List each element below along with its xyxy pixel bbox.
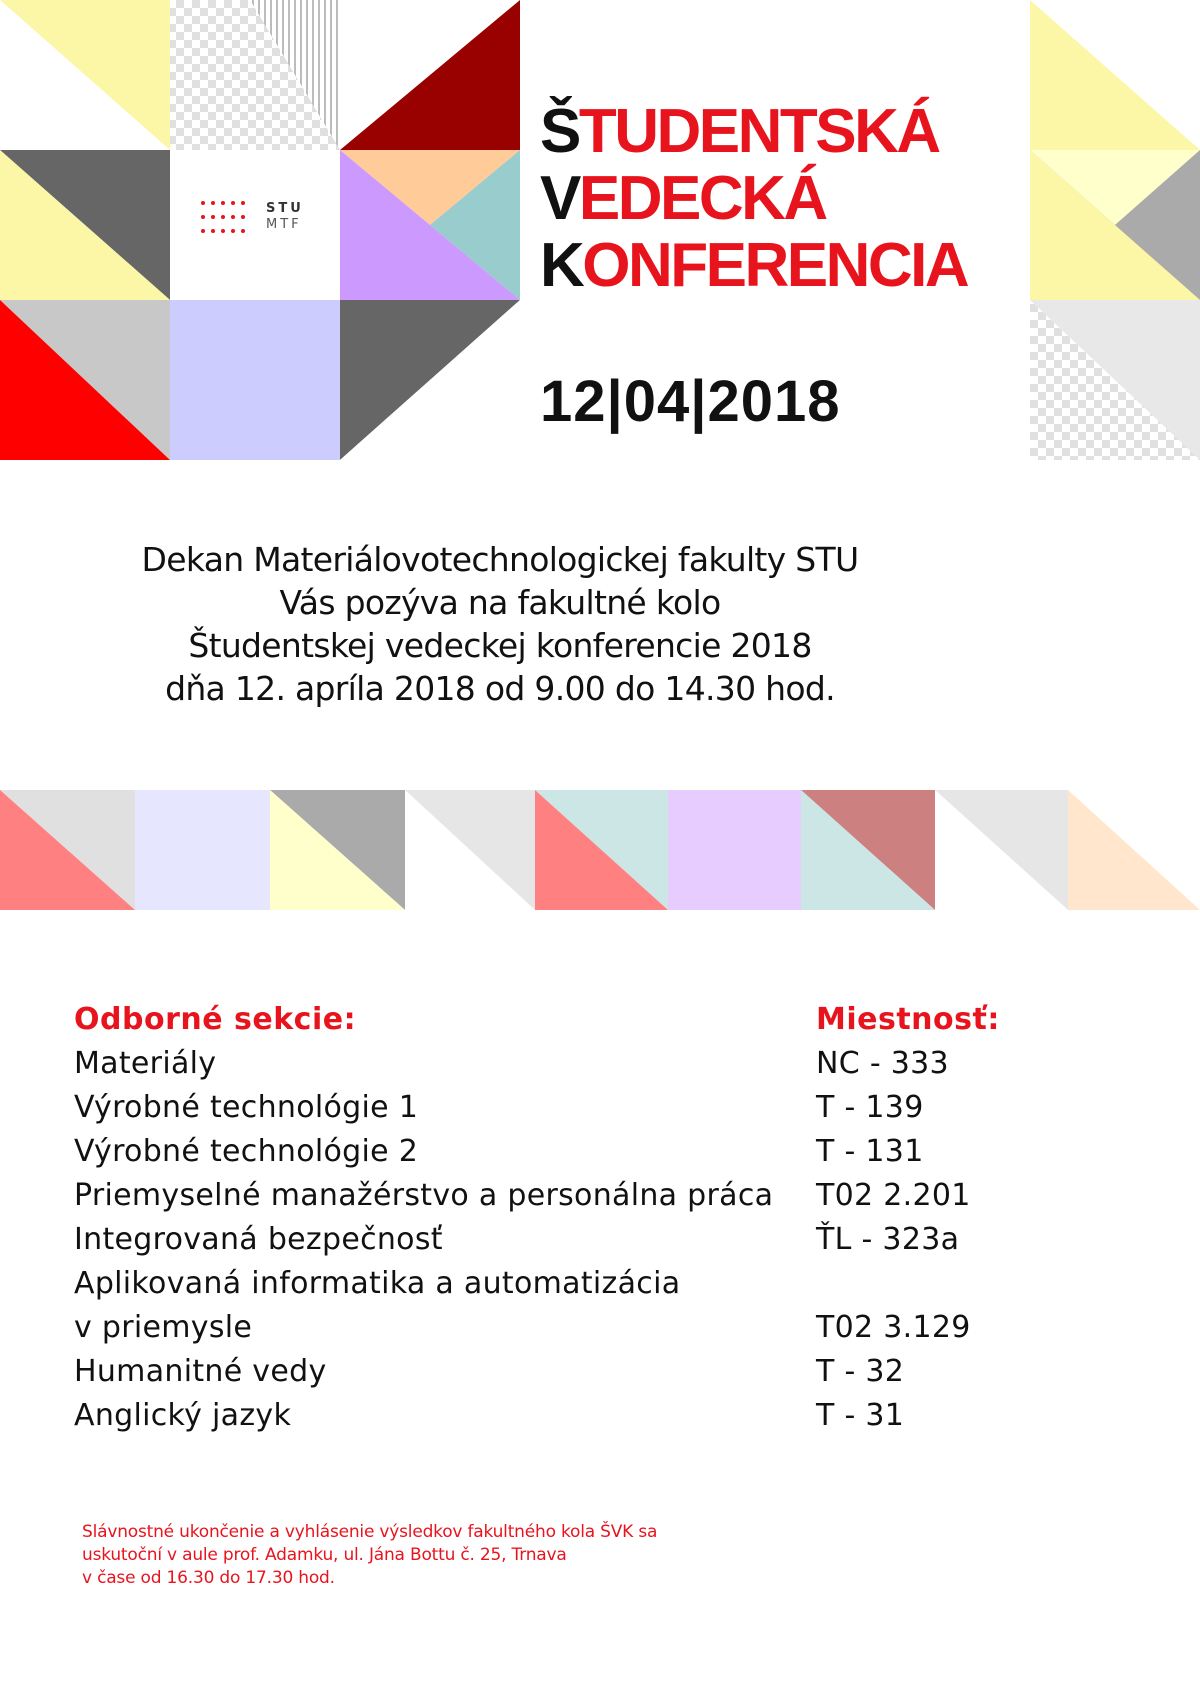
- conference-date: 12|04|2018: [540, 369, 841, 434]
- section-name: Anglický jazyk: [74, 1398, 292, 1433]
- section-name: Integrovaná bezpečnosť: [74, 1222, 443, 1257]
- section-room: T02 2.201: [816, 1178, 971, 1213]
- title-word-studentska: TUDENTSKÁ: [578, 97, 939, 166]
- section-name: Výrobné technológie 2: [74, 1134, 419, 1169]
- section-name: Humanitné vedy: [74, 1354, 327, 1389]
- footer-line: uskutoční v aule prof. Adamku, ul. Jána Bottu č. 25, Trnava: [82, 1545, 567, 1565]
- invitation-line: Dekan Materiálovotechnologickej fakulty STU: [141, 540, 859, 579]
- section-room: T - 31: [816, 1398, 905, 1433]
- title-initial-s: Š: [540, 97, 579, 166]
- section-row: [74, 1174, 1104, 1218]
- section-row: [74, 1130, 1104, 1174]
- logo-line-stu: STU: [266, 201, 304, 216]
- section-room: T - 139: [816, 1090, 924, 1125]
- section-row: [74, 1218, 1104, 1262]
- sections-table: [74, 998, 1104, 1438]
- header-pattern-right: [1030, 0, 1200, 460]
- section-name: Priemyselné manažérstvo a personálna práca: [74, 1178, 774, 1213]
- footer-line: Slávnostné ukončenie a vyhlásenie výsledkov fakultného kola ŠVK sa: [82, 1522, 658, 1542]
- section-name: Aplikovaná informatika a automatizácia: [74, 1266, 681, 1301]
- section-name: Materiály: [74, 1046, 217, 1081]
- closing-ceremony-note: [82, 1521, 882, 1590]
- stu-mtf-logo: [200, 200, 304, 234]
- section-row: [74, 1394, 1104, 1438]
- title-word-vedecka: EDECKÁ: [578, 164, 826, 233]
- header-sections-label: Odborné sekcie:: [74, 1002, 357, 1037]
- invitation-line: Študentskej vedeckej konferencie 2018: [188, 626, 812, 665]
- section-row: [74, 1262, 1104, 1306]
- logo-dots-icon: [200, 200, 252, 234]
- invitation-text: [0, 538, 1000, 710]
- title-initial-k: K: [540, 231, 583, 300]
- middle-pattern-band: [0, 790, 1200, 910]
- section-room: ŤL - 323a: [816, 1222, 960, 1257]
- invitation-line: dňa 12. apríla 2018 od 9.00 do 14.30 hod.: [165, 669, 835, 708]
- footer-line: v čase od 16.30 do 17.30 hod.: [82, 1568, 335, 1588]
- logo-line-mtf: MTF: [266, 217, 302, 232]
- section-row: [74, 1306, 1104, 1350]
- header-room-label: Miestnosť:: [816, 1002, 1000, 1037]
- section-row: [74, 1086, 1104, 1130]
- title-word-konferencia: ONFERENCIA: [582, 231, 968, 300]
- section-name: v priemysle: [74, 1310, 253, 1345]
- section-room: NC - 333: [816, 1046, 949, 1081]
- title-initial-v: V: [540, 164, 579, 233]
- section-room: T - 32: [816, 1354, 905, 1389]
- sections-header: [74, 998, 1104, 1042]
- section-room: T02 3.129: [816, 1310, 971, 1345]
- section-row: [74, 1350, 1104, 1394]
- conference-title: [540, 98, 967, 299]
- section-name: Výrobné technológie 1: [74, 1090, 419, 1125]
- section-room: T - 131: [816, 1134, 924, 1169]
- section-row: [74, 1042, 1104, 1086]
- invitation-line: Vás pozýva na fakultné kolo: [279, 583, 721, 622]
